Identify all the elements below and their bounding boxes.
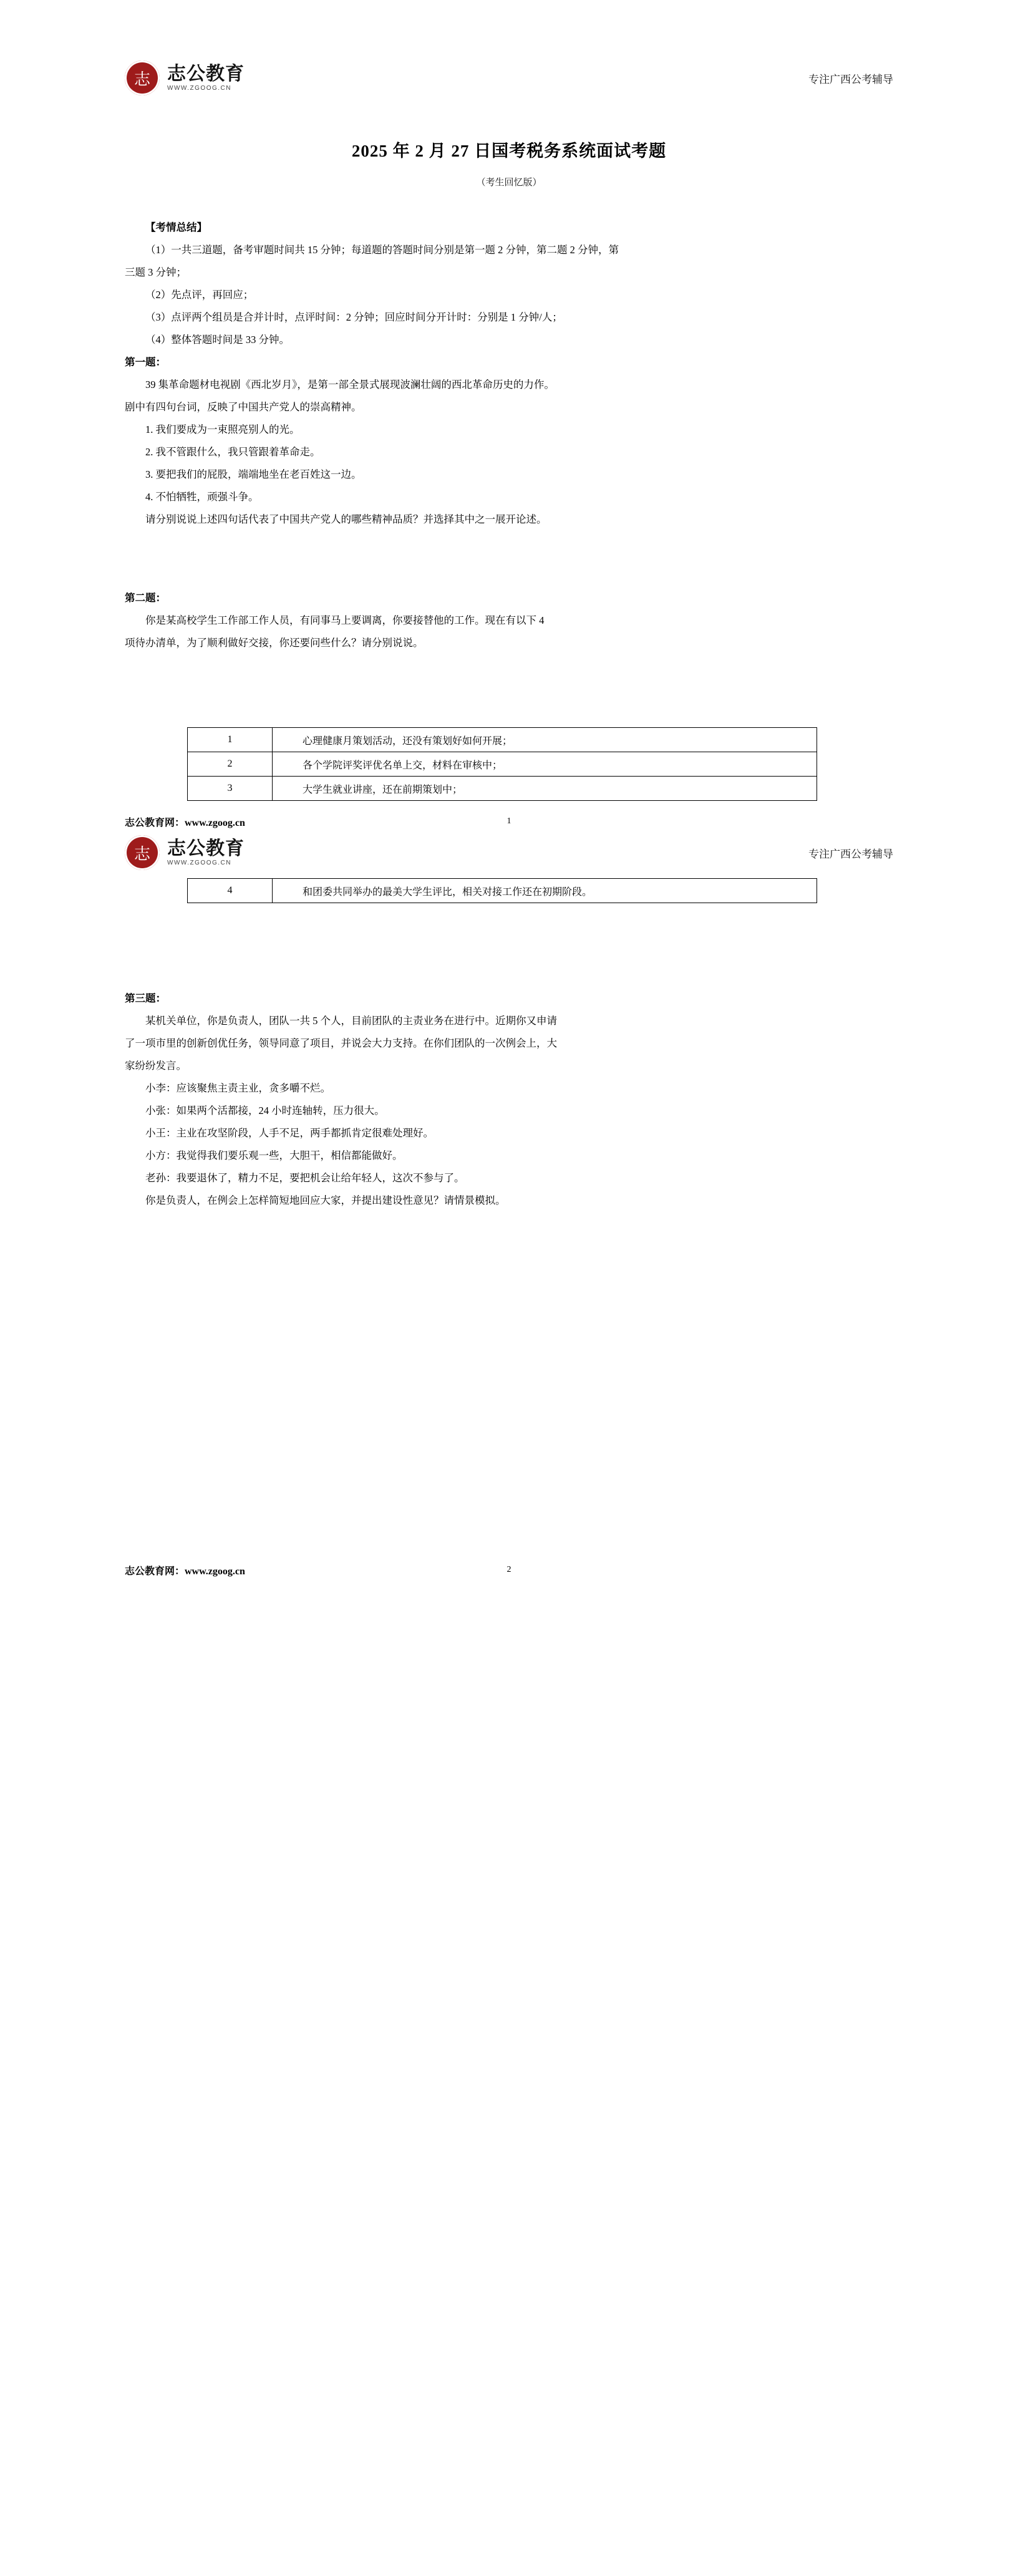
page-footer-2 <box>125 1561 893 1579</box>
brand-url: WWW.ZGOOG.CN <box>167 85 231 92</box>
question-3-line: 小张：如果两个活都接，24 小时连轴转，压力很大。 <box>145 1105 385 1116</box>
summary-heading: 【考情总结】 <box>145 221 207 233</box>
page-title: 2025 年 2 月 27 日国考税务系统面试考题 <box>351 142 667 160</box>
question-1-line: 4. 不怕牺牲，顽强斗争。 <box>145 491 259 503</box>
question-3-line: 老孙：我要退休了，精力不足，要把机会让给年轻人，这次不参与了。 <box>145 1172 465 1184</box>
summary-item: （3）点评两个组员是合并计时，点评时间：2 分钟；回应时间分开计时：分别是 1 分钟/人； <box>145 311 563 323</box>
question-3-line: 小王：主业在攻坚阶段，人手不足，两手都抓肯定很难处理好。 <box>145 1127 434 1139</box>
brand-seal-icon: 志 <box>125 61 160 95</box>
table-row <box>188 777 817 801</box>
footer-page-number: 2 <box>507 1565 511 1574</box>
document-page-2 <box>0 831 1018 1579</box>
question-3-line: 了一项市里的创新创优任务，领导同意了项目，并说会大力支持。在你们团队的一次例会上，大 <box>125 1037 557 1049</box>
brand-url: WWW.ZGOOG.CN <box>167 859 231 866</box>
brand-logo <box>125 835 245 870</box>
question-3-line: 你是负责人，在例会上怎样简短地回应大家，并提出建设性意见？请情景模拟。 <box>145 1194 506 1206</box>
question-2-label: 第二题： <box>125 592 166 604</box>
header-tagline: 专注广西公考辅导 <box>808 73 893 85</box>
question-1-line: 1. 我们要成为一束照亮别人的光。 <box>145 424 300 435</box>
table-cell-text: 心理健康月策划活动，还没有策划好如何开展； <box>273 728 817 752</box>
header-tagline: 专注广西公考辅导 <box>808 848 893 860</box>
spacer <box>125 903 893 959</box>
question-1-section <box>125 352 893 530</box>
table-row <box>188 879 817 903</box>
footer-site: 志公教育网：www.zgoog.cn <box>125 817 245 828</box>
brand-logo <box>125 61 245 95</box>
spacer <box>125 655 893 711</box>
brand-text <box>167 64 245 92</box>
question-3-line: 小方：我觉得我们要乐观一些，大胆干，相信都能做好。 <box>145 1150 403 1161</box>
page-footer-1 <box>125 812 893 831</box>
spacer <box>125 959 893 988</box>
brand-name: 志公教育 <box>167 63 245 84</box>
todo-list-table-continued <box>187 878 817 903</box>
page-subtitle: （考生回忆版） <box>476 178 542 188</box>
brand-name: 志公教育 <box>167 838 245 859</box>
question-1-line: 39 集革命题材电视剧《西北岁月》，是第一部全景式展现波澜壮阔的西北革命历史的力作。 <box>145 379 555 390</box>
page-header <box>125 831 893 874</box>
summary-item: （1）一共三道题，备考审题时间共 15 分钟；每道题的答题时间分别是第一题 2 分钟，第二题 2 分钟，第 <box>145 244 619 256</box>
question-1-line: 3. 要把我们的屁股，端端地坐在老百姓这一边。 <box>145 468 362 480</box>
spacer <box>125 531 893 588</box>
todo-list-table <box>187 727 817 801</box>
table-cell-index: 4 <box>188 879 273 903</box>
table-cell-index: 3 <box>188 777 273 801</box>
exam-summary-section <box>125 217 893 351</box>
question-1-label: 第一题： <box>125 356 166 368</box>
footer-site: 志公教育网：www.zgoog.cn <box>125 1566 245 1577</box>
brand-seal-icon: 志 <box>125 835 160 870</box>
question-3-label: 第三题： <box>125 992 166 1004</box>
spacer <box>125 1213 893 1418</box>
table-cell-text: 各个学院评奖评优名单上交，材料在审核中； <box>273 752 817 777</box>
table-row <box>188 752 817 777</box>
question-1-line: 剧中有四句台词，反映了中国共产党人的崇高精神。 <box>125 401 362 413</box>
question-3-section <box>125 988 893 1211</box>
summary-item: 三题 3 分钟； <box>125 266 187 278</box>
question-1-line: 2. 我不管跟什么，我只管跟着革命走。 <box>145 446 321 458</box>
document-page-1 <box>0 0 1018 831</box>
question-3-line: 某机关单位，你是负责人，团队一共 5 个人，目前团队的主责业务在进行中。近期你又申请 <box>145 1015 557 1027</box>
question-2-line: 你是某高校学生工作部工作人员，有同事马上要调离，你要接替他的工作。现在有以下 4 <box>145 614 545 626</box>
summary-item: （2）先点评，再回应； <box>145 289 254 301</box>
brand-text <box>167 839 245 867</box>
summary-item: （4）整体答题时间是 33 分钟。 <box>145 334 289 346</box>
question-2-section <box>125 588 893 654</box>
question-3-line: 小李：应该聚焦主责主业，贪多嚼不烂。 <box>145 1082 331 1094</box>
question-3-line: 家纷纷发言。 <box>125 1060 187 1072</box>
page-header <box>125 0 893 106</box>
table-cell-text: 和团委共同举办的最美大学生评比，相关对接工作还在初期阶段。 <box>273 879 817 903</box>
table-cell-index: 2 <box>188 752 273 777</box>
footer-page-number: 1 <box>507 816 511 826</box>
table-cell-text: 大学生就业讲座，还在前期策划中； <box>273 777 817 801</box>
question-1-line: 请分别说说上述四句话代表了中国共产党人的哪些精神品质？并选择其中之一展开论述。 <box>145 513 547 525</box>
table-row <box>188 728 817 752</box>
spacer <box>125 1418 893 1549</box>
question-2-line: 项待办清单，为了顺利做好交接，你还要问些什么？请分别说说。 <box>125 637 424 649</box>
table-cell-index: 1 <box>188 728 273 752</box>
